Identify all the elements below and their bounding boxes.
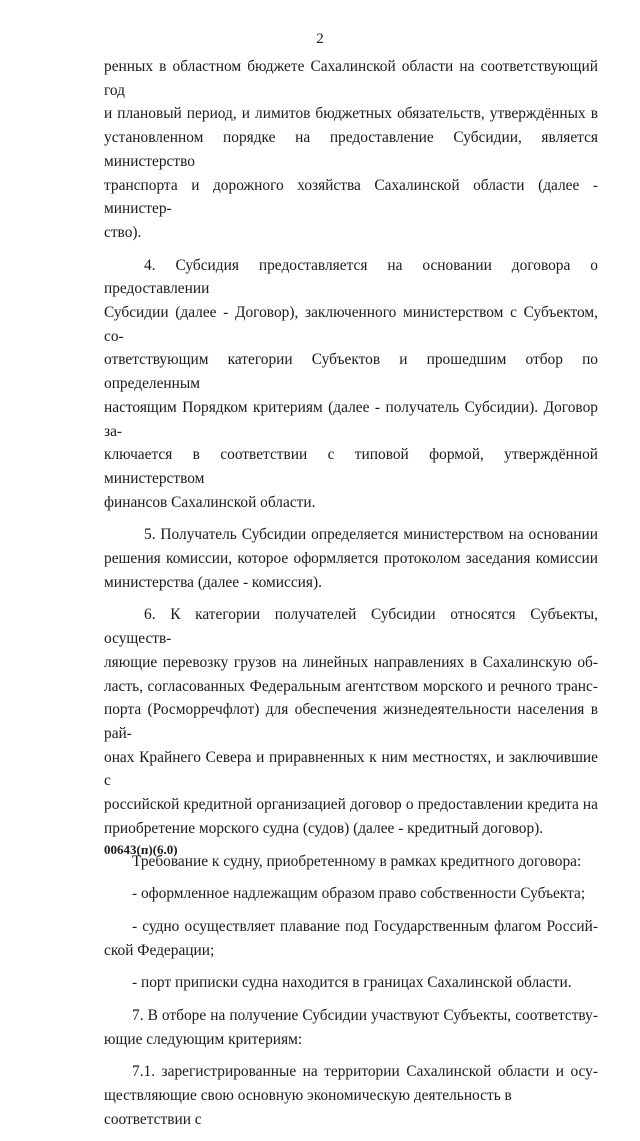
paragraph-line: ответствующим категории Субъектов и прошедшим отбор по определенным: [104, 351, 598, 393]
paragraph: [104, 915, 598, 962]
paragraph: [104, 603, 598, 840]
paragraph-line: 5. Получатель Субсидии определяется министерством на основании: [144, 526, 598, 544]
paragraph-line: ренных в областном бюджете Сахалинской области на соответствующий год: [104, 58, 598, 99]
paragraph: [104, 882, 598, 906]
paragraph-line: ключается в соответствии с типовой формой, утверждённой министерством: [104, 446, 598, 487]
paragraph-line: порта (Росморречфлот) для обеспечения жизнедеятельности населения в рай-: [104, 701, 598, 742]
paragraph-line: онах Крайнего Севера и приравненных к ним местностях, и заключившие с: [104, 748, 598, 790]
paragraph: [104, 55, 598, 245]
paragraph-line: - судно осуществляет плавание под Государственным флагом Россий-: [132, 917, 598, 935]
paragraph: [104, 1004, 598, 1051]
document-code: 00643(п)(6.0): [104, 842, 178, 857]
paragraph-line: ляющие перевозку грузов на линейных направлениях в Сахалинскую об-: [104, 653, 598, 671]
paragraph-line: ской Федерации;: [104, 941, 215, 959]
paragraph-line: министерства (далее - комиссия).: [104, 573, 322, 591]
page-number: 2: [316, 31, 324, 47]
document-body: [104, 55, 598, 1141]
paragraph-line: - оформленное надлежащим образом право собственности Субъекта;: [132, 885, 586, 903]
paragraph-line: ласть, согласованных Федеральным агентством морского и речного транс-: [104, 677, 598, 695]
paragraph-line: 4. Субсидия предоставляется на основании договора о предоставлении: [104, 256, 598, 298]
paragraph-line: Субсидии (далее - Договор), заключенного министерством с Субъектом, со-: [104, 304, 598, 345]
paragraph-line: транспорта и дорожного хозяйства Сахалинской области (далее - министер-: [104, 176, 598, 218]
paragraph: [104, 523, 598, 594]
paragraph-line: ществляющие свою основную экономическую деятельность в соответствии с: [104, 1087, 512, 1128]
paragraph: [104, 971, 598, 995]
paragraph-line: Требование к судну, приобретенному в рамках кредитного договора:: [132, 852, 582, 870]
paragraph-line: настоящим Порядком критериям (далее - получатель Субсидии). Договор за-: [104, 398, 598, 440]
paragraph-line: 7.1. зарегистрированные на территории Сахалинской области и осу-: [132, 1063, 598, 1081]
paragraph: [104, 850, 598, 874]
paragraph-line: - порт приписки судна находится в границах Сахалинской области.: [132, 974, 572, 992]
paragraph: [104, 1060, 598, 1131]
paragraph-line: 6. К категории получателей Субсидии относятся Субъекты, осуществ-: [104, 606, 598, 648]
paragraph-line: приобретение морского судна (судов) (далее - кредитный договор).: [104, 819, 544, 837]
paragraph-line: финансов Сахалинской области.: [104, 493, 316, 511]
paragraph-line: 7. В отборе на получение Субсидии участвуют Субъекты, соответству-: [132, 1007, 598, 1025]
paragraph-line: российской кредитной организацией договор о предоставлении кредита на: [104, 796, 598, 814]
paragraph-line: решения комиссии, которое оформляется протоколом заседания комиссии: [104, 550, 598, 568]
paragraph-line: и плановый период, и лимитов бюджетных обязательств, утверждённых в: [104, 105, 598, 123]
paragraph-line: установленном порядке на предоставление Субсидии, является министерство: [104, 129, 598, 170]
paragraph: [104, 254, 598, 515]
paragraph-line: ющие следующим критериям:: [104, 1030, 303, 1048]
paragraph-line: ство).: [104, 223, 142, 241]
